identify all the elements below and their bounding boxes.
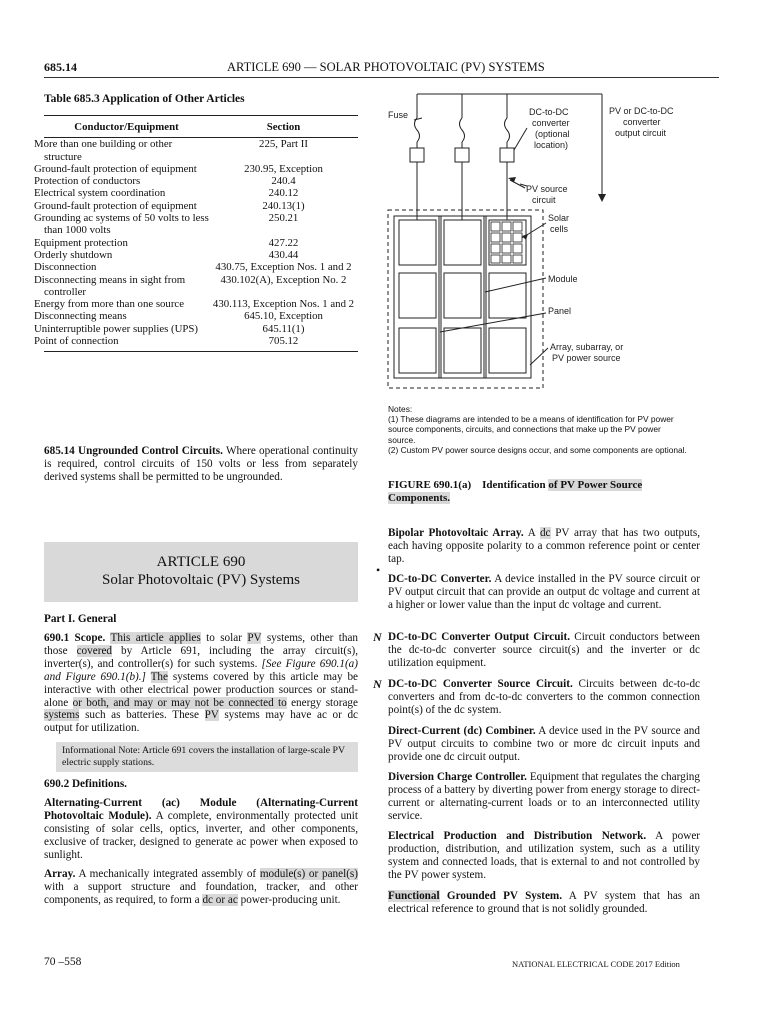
application-table <box>34 115 358 352</box>
table-cell-section: 240.13(1) <box>262 199 305 212</box>
label-array-2: PV power source <box>552 353 621 363</box>
table-cell-equipment: Orderly shutdown <box>34 248 113 261</box>
notes-title: Notes: <box>388 404 413 414</box>
note-2: (2) Custom PV power source designs occur, and some components are optional. <box>388 444 687 455</box>
running-header-title: ARTICLE 690 — SOLAR PHOTOVOLTAIC (PV) SYSTEMS <box>227 60 545 74</box>
definition-text: Circuits between dc-to-dc converters and from dc-to-dc converters to the common connection point(s) of the dc system. <box>388 678 701 716</box>
table-row <box>44 249 358 261</box>
new-mark: N <box>373 677 382 691</box>
highlight: dc <box>539 527 551 539</box>
text: systems covered by this article may be interactive with other electrical power production sources or stand-alone <box>44 670 359 709</box>
section-690-2-heading: 690.2 Definitions. <box>44 778 127 790</box>
definition-term: Direct-Current (dc) Combiner. <box>388 725 536 737</box>
definition-dcdc-source-circuit <box>388 678 700 717</box>
definition-text: A power production, distribution, and utilization system, such as a utility system and connected loads, that is external to and not controlled by the PV power system. <box>388 830 701 881</box>
highlight: dc or ac <box>202 893 238 906</box>
definition-term: Alternating-Current (ac) Module (Alternating-Current Photovoltaic Module). <box>44 797 358 822</box>
table-cell-section: 250.21 <box>268 212 299 225</box>
label-dcdc-2: converter <box>532 118 570 128</box>
highlight: This article applies <box>110 632 201 644</box>
definition-dcdc-converter <box>388 573 700 612</box>
definition-dc-combiner <box>388 725 700 764</box>
text: energy storage <box>291 696 358 709</box>
table-cell-section: 645.11(1) <box>262 322 305 335</box>
table-col-conductor: Conductor/Equipment <box>44 116 209 138</box>
table-row <box>44 138 358 163</box>
article-heading-box <box>44 542 358 602</box>
text: PV array that has two outputs, each having opposite polarity to a common reference point or center tap. <box>388 527 700 565</box>
text: systems may have ac or dc output for utilization. <box>44 709 359 735</box>
section-number: 685.14 <box>44 60 77 74</box>
label-output-2: converter <box>623 117 661 127</box>
table-cell-equipment: Grounding ac systems of 50 volts to less than 1000 volts <box>34 212 209 237</box>
definition-functional-grounded-pv-system <box>388 890 700 916</box>
table-cell-equipment: Ground-fault protection of equipment <box>34 199 197 212</box>
new-mark: N <box>373 630 382 644</box>
table-col-section: Section <box>209 116 358 138</box>
text: power-producing unit. <box>240 893 341 906</box>
table-cell-section: 230.95, Exception <box>244 162 323 175</box>
table-cell-section: 430.44 <box>268 248 299 261</box>
highlight: covered <box>76 644 112 657</box>
definition-dcdc-output-circuit <box>388 631 700 670</box>
figure-reference: [See Figure 690.1(a) and Figure 690.1(b).] <box>44 657 358 683</box>
definition-distribution-network <box>388 830 700 882</box>
definition-ac-module <box>44 797 358 862</box>
figure-label: FIGURE 690.1(a) <box>388 479 472 491</box>
label-source-1: PV source <box>526 184 568 194</box>
table-cell-section: 705.12 <box>209 335 358 352</box>
table-cell-equipment: Electrical system coordination <box>34 187 166 200</box>
label-array-1: Array, subarray, or <box>550 342 624 352</box>
table-row <box>44 274 358 299</box>
section-685-14 <box>44 445 358 484</box>
section-text: Where operational continuity is required, control circuits of 150 volts or less from separately derived systems shall be permitted to be ungrounded. <box>44 445 358 483</box>
definition-text: A device installed in the PV source circuit or PV output circuit that can provide an output dc voltage and current at a higher or lower value than the input dc voltage and current. <box>388 573 700 611</box>
text: to solar <box>206 632 242 644</box>
text: A <box>527 527 536 539</box>
table-row <box>44 298 358 310</box>
table-cell-equipment: Protection of conductors <box>34 175 141 188</box>
table-cell-equipment: Disconnecting means <box>34 310 127 323</box>
table-cell-section: 240.4 <box>271 175 296 188</box>
text: systems, other than those <box>44 632 359 657</box>
label-fuse: Fuse <box>388 110 409 120</box>
note-1: (1) These diagrams are intended to be a means of identification for PV power source components, circuits, and connections that make up the PV power source. <box>388 414 674 445</box>
header-rule <box>44 77 719 78</box>
table-row <box>44 212 358 237</box>
highlight: Functional <box>388 890 440 902</box>
definition-text: A complete, environmentally protected unit consisting of solar cells, optics, inverter, and other components, exclusive of tracker, designed to generate ac power when exposed to sunlight. <box>44 809 358 861</box>
informational-note: Informational Note: Article 691 covers the installation of large-scale PV electric supply stations. <box>56 742 358 772</box>
definition-bipolar-array <box>388 527 700 566</box>
table-row <box>44 310 358 322</box>
part-heading: Part I. General <box>44 613 117 625</box>
definition-term: Bipolar Photovoltaic Array. <box>388 527 524 539</box>
table-cell-equipment: Point of connection <box>44 335 209 352</box>
table-cell-equipment: Disconnection <box>34 261 97 274</box>
label-cells-2: cells <box>550 224 569 234</box>
table-cell-section: 645.10, Exception <box>244 310 323 323</box>
table-row <box>44 200 358 212</box>
page-number: 70 –558 <box>44 956 82 968</box>
definition-text: A device used in the PV source and PV output circuits to combine two or more dc circuit inputs and provide one dc circuit output. <box>388 725 700 763</box>
table-cell-section: 430.75, Exception Nos. 1 and 2 <box>215 261 352 274</box>
table-cell-equipment: More than one building or other structure <box>34 138 173 163</box>
definition-term: DC-to-DC Converter Output Circuit. <box>388 631 571 643</box>
table-row <box>44 261 358 273</box>
label-output-3: output circuit <box>615 128 667 138</box>
highlight: The <box>150 670 168 683</box>
table-cell-equipment: Equipment protection <box>34 236 128 249</box>
section-heading: 690.1 Scope. <box>44 632 106 644</box>
highlight: of PV Power Source Components. <box>388 479 643 504</box>
label-output-1: PV or DC-to-DC <box>609 106 674 116</box>
definition-text: A PV system that has an electrical reference to ground that is not solidly grounded. <box>388 890 700 915</box>
table-cell-equipment: Uninterruptible power supplies (UPS) <box>34 322 199 335</box>
table-cell-equipment: Energy from more than one source <box>34 298 185 311</box>
table-row <box>44 163 358 175</box>
highlight: systems <box>44 709 80 722</box>
text: such as batteries. These <box>85 709 199 722</box>
article-title: ARTICLE 690 <box>156 554 246 570</box>
table-cell-equipment: Disconnecting means in sight from controller <box>34 273 186 298</box>
definition-diversion-charge-controller <box>388 771 700 823</box>
figure-caption <box>388 479 688 505</box>
label-source-2: circuit <box>532 195 556 205</box>
definition-term: Array. <box>44 868 76 880</box>
definition-term: DC-to-DC Converter. <box>388 573 492 585</box>
table-cell-section: 225, Part II <box>259 138 308 151</box>
highlight: module(s) or panel(s) <box>259 868 359 880</box>
footer-edition: NATIONAL ELECTRICAL CODE 2017 Edition <box>512 959 680 969</box>
table-row <box>44 323 358 335</box>
text: with a support structure and foundation, tracker, and other components, as required, to form a <box>44 880 358 906</box>
definition-term: DC-to-DC Converter Source Circuit. <box>388 678 573 690</box>
definition-term: Grounded PV System. <box>446 890 563 902</box>
label-dcdc-3: (optional <box>535 129 570 139</box>
definition-text: Circuit conductors between the dc-to-dc converter source circuit(s) and the inverter or dc utilization equipment. <box>388 631 700 669</box>
change-bullet: • <box>376 563 381 577</box>
definition-term: Diversion Charge Controller. <box>388 771 527 783</box>
definition-array <box>44 868 358 907</box>
label-panel: Panel <box>548 306 572 316</box>
diagram-notes <box>388 404 688 455</box>
definition-text: Equipment that regulates the charging process of a battery by diverting power from energy storage to direct-current or alternating-current loads or to an interconnected utility service. <box>388 771 700 822</box>
section-heading: 685.14 Ungrounded Control Circuits. <box>44 445 223 457</box>
table-body <box>34 138 358 352</box>
label-dcdc-1: DC-to-DC <box>529 107 569 117</box>
label-module: Module <box>548 274 578 284</box>
highlight: PV <box>247 632 262 644</box>
table-row <box>44 237 358 249</box>
pv-identification-diagram <box>380 80 710 400</box>
label-dcdc-4: location) <box>534 140 569 150</box>
text: A mechanically integrated assembly of <box>78 868 257 880</box>
definition-term: Electrical Production and Distribution Network. <box>388 830 647 842</box>
table-cell-section: 430.102(A), Exception No. 2 <box>220 273 347 286</box>
table-cell-section: 427.22 <box>268 236 299 249</box>
table-row <box>44 335 358 352</box>
table-title: Table 685.3 Application of Other Articles <box>44 93 245 105</box>
highlight: PV <box>204 709 219 722</box>
table-row <box>44 175 358 187</box>
table-cell-section: 430.113, Exception Nos. 1 and 2 <box>212 298 355 311</box>
highlight: or both, and may or may not be connected to <box>72 696 287 709</box>
caption-text: Identification <box>482 479 546 491</box>
label-cells-1: Solar <box>548 213 570 223</box>
table-cell-equipment: Ground-fault protection of equipment <box>34 162 197 175</box>
table-row <box>44 187 358 199</box>
article-subtitle: Solar Photovoltaic (PV) Systems <box>102 572 300 588</box>
section-690-1 <box>44 632 358 735</box>
text: by Article 691, including the array circuit(s), inverter(s), and controller(s) for such systems. <box>44 644 359 670</box>
table-cell-section: 240.12 <box>268 187 299 200</box>
